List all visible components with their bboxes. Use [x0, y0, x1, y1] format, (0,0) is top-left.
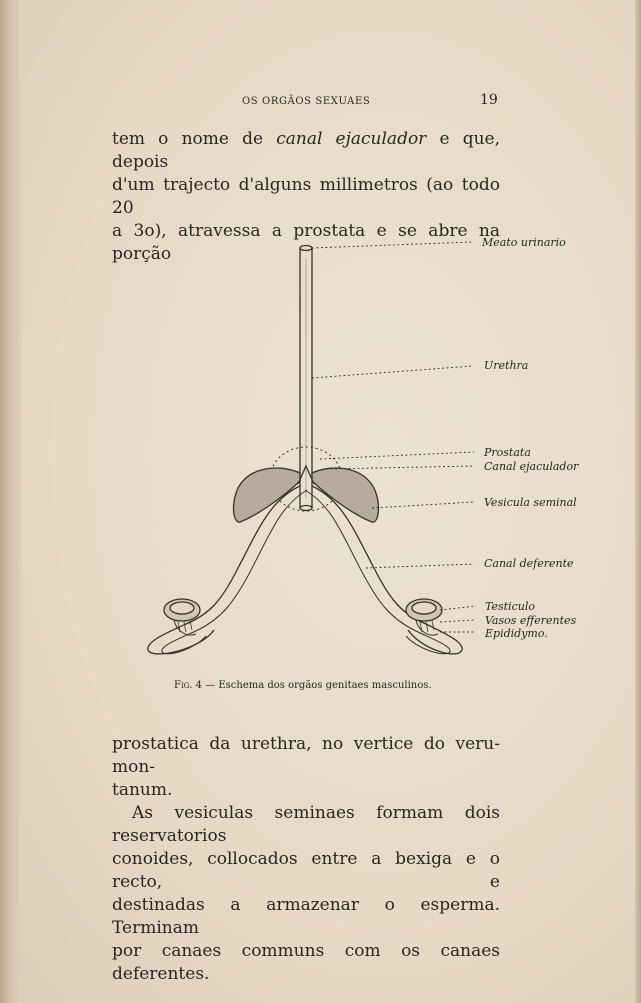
text-line-1: tem o nome de canal ejaculador e que, depois [112, 129, 500, 172]
label-testiculo: Testiculo [485, 600, 535, 613]
caption-text: — Eschema dos orgãos genitaes masculinos. [202, 680, 432, 691]
text-line-2: d'um trajecto d'alguns millimetros (ao todo 20 [112, 175, 500, 218]
text-line-7: conoides, collocados entre a bexiga e o recto, e [112, 849, 500, 892]
label-meato-urinario: Meato urinario [482, 236, 566, 249]
figure-caption [174, 680, 432, 691]
label-epididymo: Epididymo. [485, 627, 548, 640]
caption-figure-number: Fig. 4 [174, 680, 203, 691]
bottom-paragraph [112, 733, 500, 986]
binding-gutter [0, 0, 22, 1003]
text-line-9: por canaes communs com os canaes deferentes. [112, 941, 500, 984]
text-line-8: destinadas a armazenar o esperma. Terminam [112, 895, 500, 938]
label-canal-ejaculador: Canal ejaculador [484, 460, 579, 473]
label-vesicula-seminal: Vesicula seminal [484, 496, 577, 509]
vesicula-left [234, 468, 300, 522]
label-urethra: Urethra [484, 359, 529, 372]
label-canal-deferente: Canal deferente [484, 557, 574, 570]
text-line-3: a 3o), atravessa a prostata e se abre na porção [112, 221, 500, 264]
testiculo-left [164, 599, 200, 635]
canal-deferente-right [312, 486, 462, 654]
text-line-4: prostatica da urethra, no vertice do veru-mon- [112, 734, 500, 777]
urethra-tube [300, 246, 312, 511]
label-vasos-efferentes: Vasos efferentes [485, 614, 577, 627]
text-line-6: As vesiculas seminaes formam dois reservatorios [112, 803, 500, 846]
running-head: OS ORGÃOS SEXUAES [242, 96, 371, 107]
page-edge [635, 0, 641, 1003]
label-prostata: Prostata [484, 446, 531, 459]
text-line-5: tanum. [112, 780, 173, 800]
emphasis-canal-ejaculador: canal ejaculador [276, 129, 427, 149]
vesicula-right [312, 468, 378, 522]
page-number: 19 [480, 92, 498, 108]
leader-lines [312, 242, 476, 632]
canal-deferente-left [148, 486, 300, 654]
